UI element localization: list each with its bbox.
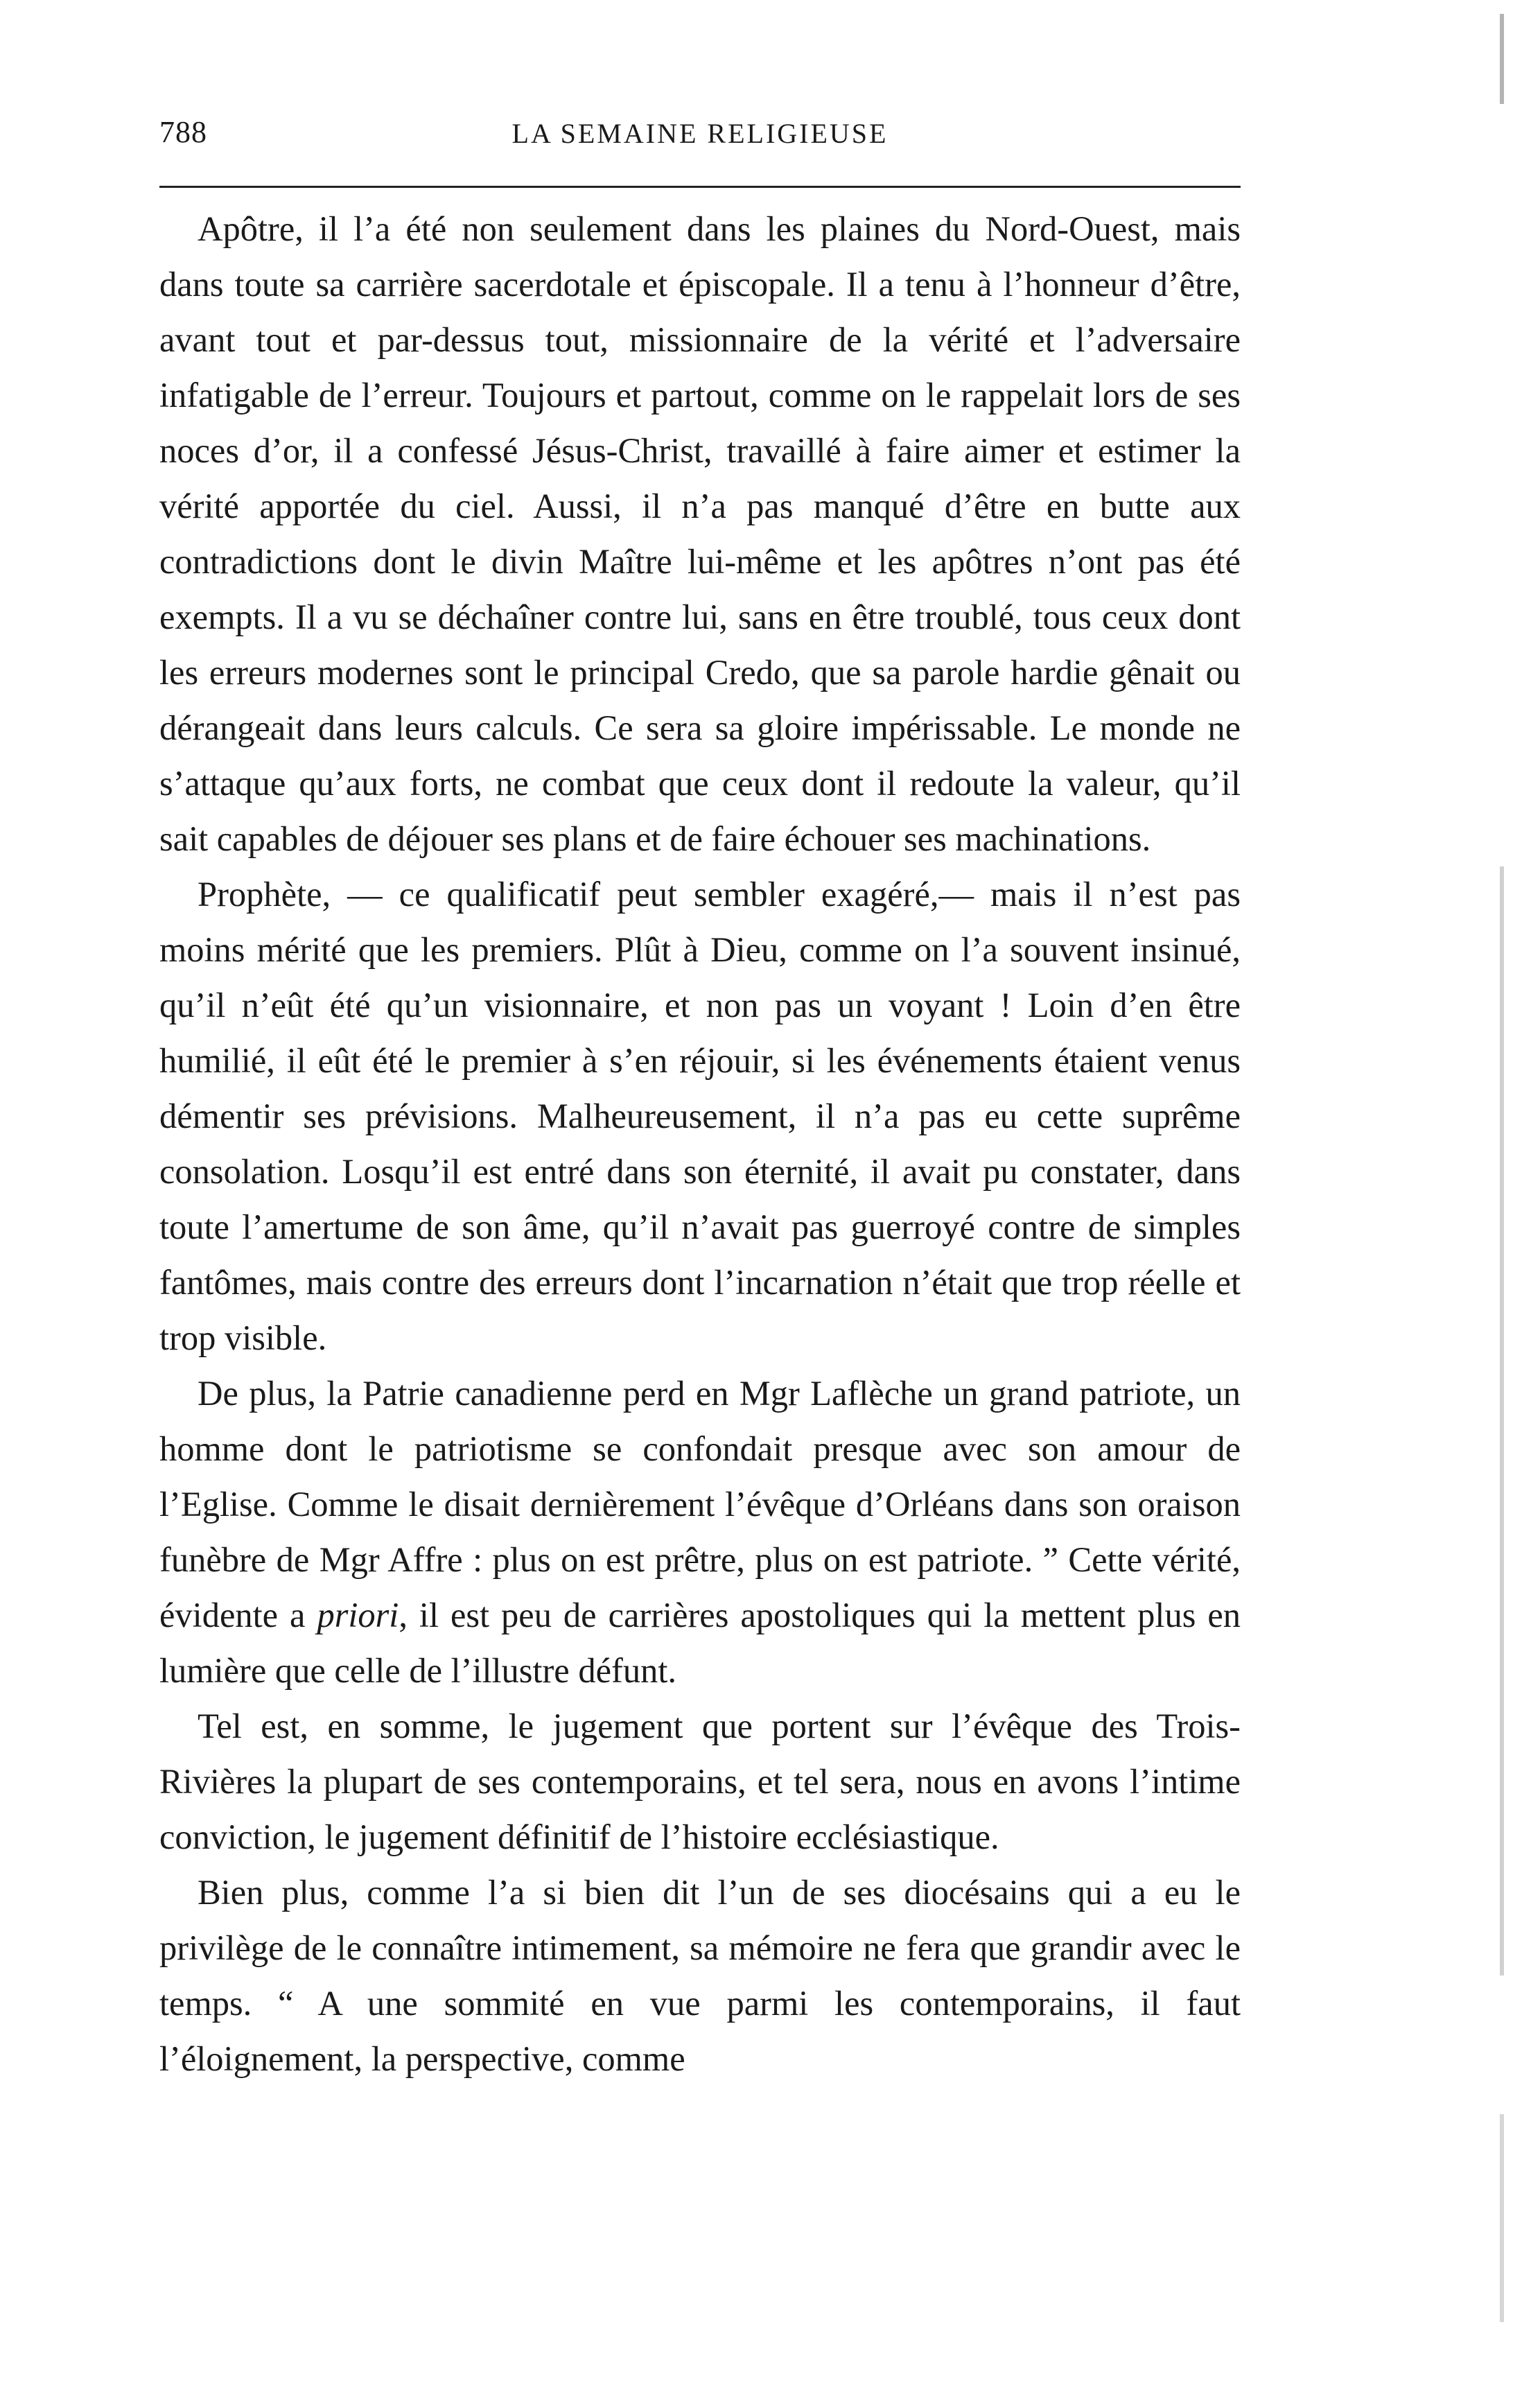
scan-edge-noise <box>1486 0 1528 2381</box>
paragraph-text: Apôtre, il l’a été non seulement dans les plaines du Nord-Ouest, mais dans toute sa carrière sacerdotale et épiscopale. Il a tenu à l’honneur d’être, avant tout et par-dessus tout, missionnaire de la vérité et l’adversaire infatigable de l’erreur. Toujours et partout, comme on le rappelait lors de ses noces d’or, il a confessé Jésus-Christ, travaillé à faire aimer et estimer la vérité apportée du ciel. Aussi, il n’a pas manqué d’être en butte aux contradictions dont le divin Maître lui-même et les apôtres n’ont pas été exempts. Il a vu se déchaîner contre lui, sans en être troublé, tous ceux dont les erreurs modernes sont le principal Credo, que sa parole hardie gênait ou dérangeait dans leurs calculs. Ce sera sa gloire impérissable. Le monde ne s’attaque qu’aux forts, ne combat que ceux dont il redoute la valeur, qu’il sait capables de déjouer ses plans et de faire échouer ses machinations. <box>159 209 1241 858</box>
italic-phrase: priori <box>317 1596 399 1634</box>
paragraph-memoire <box>159 1865 1241 2086</box>
paragraph-apotre <box>159 201 1241 866</box>
body-text <box>159 201 1241 2086</box>
running-head <box>159 114 1241 163</box>
scan-edge-mark <box>1500 14 1504 104</box>
paragraph-text: Tel est, en somme, le jugement que portent sur l’évêque des Trois-Rivières la plupart de ses contemporains, et tel sera, nous en avons l’intime conviction, le jugement définitif de l’histoire ecclésiastique. <box>159 1707 1241 1856</box>
scan-edge-mark <box>1500 866 1504 1976</box>
page-number: 788 <box>159 115 207 149</box>
paragraph-jugement <box>159 1698 1241 1865</box>
scan-edge-mark <box>1500 2114 1504 2322</box>
paragraph-text: Prophète, — ce qualificatif peut sembler exagéré,— mais il n’est pas moins mérité que les premiers. Plût à Dieu, comme on l’a souvent insinué, qu’il n’eût été qu’un visionnaire, et non pas un voyant ! Loin d’en être humilié, il eût été le premier à s’en réjouir, si les événements étaient venus démentir ses prévisions. Malheureusement, il n’a pas eu cette suprême consolation. Losqu’il est entré dans son éternité, il avait pu constater, dans toute l’amertume de son âme, qu’il n’avait pas guerroyé contre de simples fantômes, mais contre des erreurs dont l’incarnation n’était que trop réelle et trop visible. <box>159 875 1241 1357</box>
paragraph-prophete <box>159 866 1241 1366</box>
paragraph-text: Bien plus, comme l’a si bien dit l’un de ses diocésains qui a eu le privilège de le connaître intimement, sa mémoire ne fera que grandir avec le temps. “ A une sommité en vue parmi les contemporains, il faut l’éloignement, la perspective, comme <box>159 1873 1241 2078</box>
header-rule <box>159 186 1241 188</box>
paragraph-patrie <box>159 1366 1241 1698</box>
paragraph-text: , il est peu de carrières apostoliques qui la mettent plus en lumière que celle de l’illustre défunt. <box>159 1596 1241 1690</box>
running-title: LA SEMAINE RELIGIEUSE <box>511 118 889 149</box>
paragraph-text: De plus, la Patrie canadienne perd en Mgr Laflèche un grand patriote, un homme dont le patriotisme se confondait presque avec son amour de l’Eglise. Comme le disait dernièrement l’évêque d’Orléans dans son oraison funèbre de Mgr Affre : plus on est prêtre, plus on est patriote. ” Cette vérité, évidente a <box>159 1374 1241 1634</box>
